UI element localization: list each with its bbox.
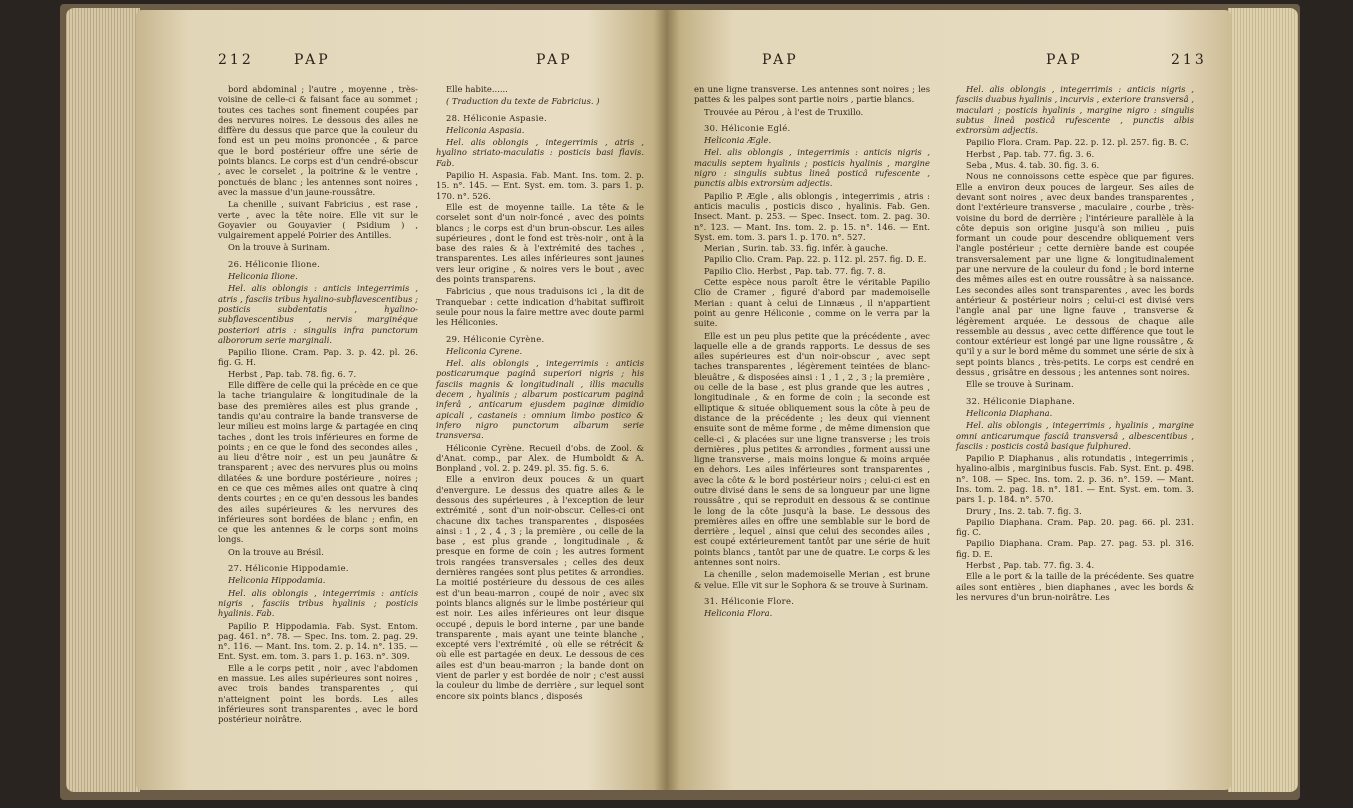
right-page xyxy=(666,10,1231,790)
text-paragraph: On la trouve au Brésil. xyxy=(228,546,324,557)
text-paragraph: Elle habite...... xyxy=(446,84,508,94)
text-paragraph: Trouvée au Pérou , à l'est de Truxillo. xyxy=(704,106,864,117)
page-number-left: 212 xyxy=(218,52,254,68)
section-heading: 26. Héliconie Ilione. xyxy=(228,258,321,269)
text-paragraph: Elle a le corps petit , noir , avec l'abdomen en massue. Les ailes supérieures sont noires , avec trois bandes transparentes , qui n'atteignent point les bords. Les ailes inférieures sont transparentes , avec le bord postérieur noirâtre. xyxy=(218,662,418,725)
right-page-column-2 xyxy=(956,84,1194,604)
text-paragraph: bord abdominal ; l'autre , moyenne , très-voisine de celle-ci & faisant face au sommet ; toutes ces taches sont finement coupées par des nervures noires. Le dessous des ailes ne diffère du dessus que parce que la couleur du fond est un peu moins prononcée , & parce que le bord postérieur offre une série de points blancs. Le corps est d'un cendré-obscur , avec le corselet , la poitrine & le ventre , ponctués de blanc ; les antennes sont noires , avec la massue d'un jaune-roussâtre. xyxy=(218,84,418,197)
left-page-column-1 xyxy=(218,84,418,727)
latin-diagnosis: ( Traduction du texte de Fabricius. ) xyxy=(446,96,600,107)
text-paragraph: Elle a environ deux pouces & un quart d'envergure. Le dessus des quatre ailes & le dessous des supérieures , à l'exception de leur extrémité , sont d'un noir-obscur. Celles-ci ont chacune dix taches transparentes , disposées ainsi : 1 , 2 , 4 , 3 ; la première , ou celle de la base , est plus grande , longitudinale , & presque en forme de coin ; les autres forment trois rangées transversales ; celles des deux dernières rangées sont plus petites & arrondies. La moitié postérieure du dessous de ces ailes est d'un beau-marron , coupé de noir , avec six points blancs alignés sur le limbe postérieur qui est noir. Les ailes inférieures ont leur disque occupé , depuis le bord interne , par une bande transparente , mais ayant une teinte blanche , excepté vers l'extrémité , où elle se rétrécit & où elle est partagée en deux. Le dessous de ces ailes est d'un beau-marron ; la bande dont on vient de parler y est bordée de noir ; c'est aussi la couleur du limbe de derrière , sur lequel sont encore six points blancs , disposés xyxy=(436,474,644,701)
right-page-column-1 xyxy=(694,84,930,621)
text-paragraph: Elle diffère de celle qui la précède en ce que la tache triangulaire & longitudinale de la base des premières ailes est plus grande , tandis qu'au contraire la bande transverse de leur milieu est moins large & partagée en cinq taches , dont les trois inférieures en forme de points ; en ce que le fond des secondes ailes , au lieu d'être noir , est un peu jaunâtre & transparent ; avec des nervures plus ou moins dilatées & une bordure postérieure , noires ; en ce que ces mêmes ailes ont quatre à cinq dents courtes ; en ce qu'en dessous les bandes des ailes supérieures & les nervures des inférieures sont bordées de blanc ; enfin, en ce que les antennes & le corps sont moins longs. xyxy=(218,380,418,545)
latin-diagnosis: Heliconia Ilione. xyxy=(228,271,298,282)
section-heading: 29. Héliconie Cyrène. xyxy=(446,333,545,344)
left-page xyxy=(136,10,666,790)
bibliographic-reference: Papilio Diaphana. Cram. Pap. 20. pag. 66. pl. 231. fig. C. xyxy=(956,516,1194,538)
latin-diagnosis: Heliconia Cyrene. xyxy=(446,345,523,356)
text-paragraph: La chenille , selon mademoiselle Merian , est brune & velue. Elle vit sur le Sophora & se trouve à Surinam. xyxy=(694,569,930,590)
text-paragraph: Nous ne connoissons cette espèce que par figures. Elle a environ deux pouces de largeur. Ses ailes de devant sont noires , avec deux bandes transparentes , dont l'extérieure transverse , maculaire , courbe , très-voisine du bord de derrière ; l'intérieure parallèle à la côte depuis son origine jusqu'à son milieu , puis formant un coude pour descendre obliquement vers l'angle postérieur ; cette dernière bande est coupée transversalement par une ligne & longitudinalement par une nervure de la couleur du fond ; le bord interne des mêmes ailes est en outre roussâtre à sa naissance. Les secondes ailes sont transparentes , avec les bords antérieur & postérieur noirs ; celui-ci est divisé vers l'angle anal par une ligne fauve , transverse & légèrement arquée. Le dessous de chaque aile ressemble au dessus , avec cette différence que tout le contour extérieur est longé par une ligne roussâtre , & qu'il y a sur le bord même du sommet une série de six à sept points blancs , très-petits. Le corps est cendré en dessus , grisâtre en dessous ; les antennes sont noires. xyxy=(956,171,1194,378)
latin-diagnosis: Heliconia Ægle. xyxy=(704,135,772,146)
text-paragraph: On la trouve à Surinam. xyxy=(228,242,330,253)
latin-diagnosis: Heliconia Diaphana. xyxy=(966,407,1053,418)
book-gutter xyxy=(654,10,680,790)
right-page-stack xyxy=(1228,8,1298,792)
running-head-right-2: PAP xyxy=(1046,52,1083,68)
latin-diagnosis: Heliconia Hippodamia. xyxy=(228,575,326,586)
left-page-column-2 xyxy=(436,84,644,703)
text-paragraph: La chenille , suivant Fabricius , est rase , verte , avec la tête noire. Elle vit sur le Goyavier ou Gouyavier ( Psidium ) , vulgairement appelé Poirier des Antilles. xyxy=(218,199,418,241)
bibliographic-reference: Herbst , Pap. tab. 77. fig. 3. 6. xyxy=(966,148,1095,159)
bibliographic-reference: Seba , Mus. 4. tab. 30. fig. 3. 6. xyxy=(966,160,1100,171)
section-heading: 27. Héliconie Hippodamie. xyxy=(228,563,349,574)
latin-diagnosis: Hel. alis oblongis , integerrimis , hyalinis , margine omni anticarumque fasciâ transversâ , albescentibus , fasciis : posticis costâ basique fulphured. xyxy=(956,420,1194,451)
latin-diagnosis: Hel. alis oblongis , integerrimis : anticis nigris , fasciis duabus hyalinis , incurvis , exteriore transversâ , maculari ; posticis hyalinis , margine nigro : singulis subtus lineâ posticâ rufescente , punctis albis extrorsùm adjectis. xyxy=(956,84,1194,136)
text-paragraph: Elle est un peu plus petite que la précédente , avec laquelle elle a de grands rapports. Le dessus de ses ailes supérieures est d'un noir-obscur , avec sept taches transparentes , légèrement teintées de blanc-bleuâtre , & disposées ainsi : 1 , 1 , 2 , 3 ; la première , ou celle de la base , est plus grande que les autres , longitudinale , & en forme de coin ; la seconde est elliptique & située obliquement sous la côte à peu de distance de la précédente ; les deux qui viennent ensuite sont de même forme , de même dimension que celle-ci , & placées sur une ligne transverse ; les trois dernières , plus petites & arrondies , forment aussi une ligne transverse , mais moins longue & moins arquée en dehors. Les ailes inférieures sont transparentes , avec la côte & le bord postérieur noirs ; celui-ci est en outre divisé dans le sens de sa longueur par une ligne roussâtre , qui se reproduit en dessous & se continue le long de la côte jusqu'à la base. Le dessous des premières ailes en offre une semblable sur le bord de derrière , lequel , ainsi que celui des secondes ailes , est coupé extérieurement tantôt par une série de huit points blancs , tantôt par une de quatre. Le corps & les antennes sont noirs. xyxy=(694,330,930,568)
bibliographic-reference: Merian , Surin. tab. 33. fig. infér. à gauche. xyxy=(704,243,889,254)
running-head-left-1: PAP xyxy=(294,52,331,68)
text-paragraph: Cette espèce nous paroît être le véritable Papilio Clio de Cramer , figuré d'abord par mademoiselle Merian : quant à celui de Linnæus , il n'appartient point au genre Héliconie , comme on le verra par la suite. xyxy=(694,277,930,329)
bibliographic-reference: Papilio P. Ægle , alis oblongis , integerrimis , atris : anticis maculis , posticis disco , hyalinis. Fab. Gen. Insect. Mant. p. 253. — Spec. Insect. tom. 2. pag. 30. n°. 123. — Mant. Ins. tom. 2. p. 15. n°. 146. — Ent. Syst. em. tom. 3. pars 1. p. 170. n°. 527. xyxy=(694,190,930,242)
section-heading: 30. Héliconie Eglé. xyxy=(704,122,791,133)
text-paragraph: Elle a le port & la taille de la précédente. Ses quatre ailes sont entières , bien diaphanes , avec les bords & les nervures d'un brun-noirâtre. Les xyxy=(956,571,1194,602)
text-paragraph: en une ligne transverse. Les antennes sont noires ; les pattes & les palpes sont partie noirs , partie blancs. xyxy=(694,84,930,105)
text-paragraph: Elle se trouve à Surinam. xyxy=(966,379,1074,390)
latin-diagnosis: Hel. alis oblongis , integerrimis : anticis nigris , fasciis tribus hyalinis ; posticis hyalinis. Fab. xyxy=(218,587,418,619)
page-number-right: 213 xyxy=(1171,52,1207,68)
bibliographic-reference: Papilio H. Aspasia. Fab. Mant. Ins. tom. 2. p. 15. n°. 145. — Ent. Syst. em. tom. 3. pars 1. p. 170. n°. 526. xyxy=(436,170,644,201)
left-page-stack xyxy=(66,8,140,792)
latin-diagnosis: Heliconia Aspasia. xyxy=(446,124,525,135)
bibliographic-reference: Drury , Ins. 2. tab. 7. fig. 3. xyxy=(966,505,1082,516)
bibliographic-reference: Papilio Ilione. Cram. Pap. 3. p. 42. pl. 26. fig. G. H. xyxy=(218,347,418,368)
latin-diagnosis: Heliconia Flora. xyxy=(704,608,773,619)
latin-diagnosis: Hel. alis oblongis , integerrimis : anticis posticarumque paginâ superiori nigris ; his fasciis magnis & longitudinali , illis maculis decem , hyalinis ; albarum posticarum paginâ inferâ , anticarum ejusdem paginæ dimidio apicali , castaneis : omnium limbo postico & infero nigro punctorum albarum serie transversa. xyxy=(436,358,644,441)
section-heading: 31. Héliconie Flore. xyxy=(704,595,795,606)
bibliographic-reference: Papilio Clio. Cram. Pap. 22. p. 112. pl. 257. fig. D. E. xyxy=(704,254,927,265)
bibliographic-reference: Herbst , Pap. tab. 78. fig. 6. 7. xyxy=(228,368,357,379)
bibliographic-reference: Papilio P. Diaphanus , alis rotundatis , integerrimis , hyalino-albis , marginibus fuscis. Fab. Syst. Ent. p. 498. n°. 108. — Spec. Ins. tom. 2. p. 36. n°. 159. — Mant. Ins. tom. 2. pag. 18. n°. 181. — Ent. Syst. em. tom. 3. pars 1. p. 184. n°. 570. xyxy=(956,453,1194,505)
bibliographic-reference: Papilio Diaphana. Cram. Pap. 27. pag. 53. pl. 316. fig. D. E. xyxy=(956,538,1194,559)
text-paragraph: Elle est de moyenne taille. La tête & le corselet sont d'un noir-foncé , avec des points blancs ; le corps est d'un brun-obscur. Les ailes supérieures , dont le fond est très-noir , ont à la base des raies & à l'extrémité des taches , transparentes. Les ailes inférieures sont jaunes vers leur origine , & noires vers le bout , avec des points transparens. xyxy=(436,201,644,285)
bibliographic-reference: Papilio Clio. Herbst , Pap. tab. 77. fig. 7. 8. xyxy=(704,265,886,276)
bibliographic-reference: Héliconie Cyrène. Recueil d'obs. de Zool. & d'Anat. comp., par Alex. de Humboldt & A. Bonpland , vol. 2. p. 249. pl. 35. fig. 5. 6. xyxy=(436,442,644,474)
latin-diagnosis: Hel. alis oblongis , integerrimis : anticis nigris , maculis septem hyalinis ; posticis hyalinis , margine nigro : singulis subtus lineâ posticâ rufescente , punctis albis extrorsùm adjectis. xyxy=(694,147,930,189)
section-heading: 32. Héliconie Diaphane. xyxy=(966,395,1076,406)
latin-diagnosis: Hel. alis oblongis : anticis integerrimis , atris , fasciis tribus hyalino-subflavescentibus ; posticis subdentatis , hyalino-subflavescentibus , nervis marginéque posteriori atris : singulis infra punctorum albororum serie marginali. xyxy=(218,283,418,345)
section-heading: 28. Héliconie Aspasie. xyxy=(446,112,547,123)
running-head-right-1: PAP xyxy=(762,52,799,68)
latin-diagnosis: Hel. alis oblongis , integerrimis , atris , hyalino striato-maculatis : posticis basi flavis. Fab. xyxy=(436,137,644,168)
bibliographic-reference: Papilio Flora. Cram. Pap. 22. p. 12. pl. 257. fig. B. C. xyxy=(966,137,1189,148)
bibliographic-reference: Herbst , Pap. tab. 77. fig. 3. 4. xyxy=(966,560,1095,571)
text-paragraph: Fabricius , que nous traduisons ici , la dit de Tranquebar : cette indication d'habitat suffiroit seule pour nous la faire mettre avec doute parmi les Héliconies. xyxy=(436,286,644,328)
running-head-left-2: PAP xyxy=(536,52,573,68)
bibliographic-reference: Papilio P. Hippodamia. Fab. Syst. Entom. pag. 461. n°. 78. — Spec. Ins. tom. 2. pag. 29. n°. 116. — Mant. Ins. tom. 2. p. 14. n°. 135. — Ent. Syst. em. tom. 3. pars 1. p. 163. n°. 309. xyxy=(218,620,418,662)
